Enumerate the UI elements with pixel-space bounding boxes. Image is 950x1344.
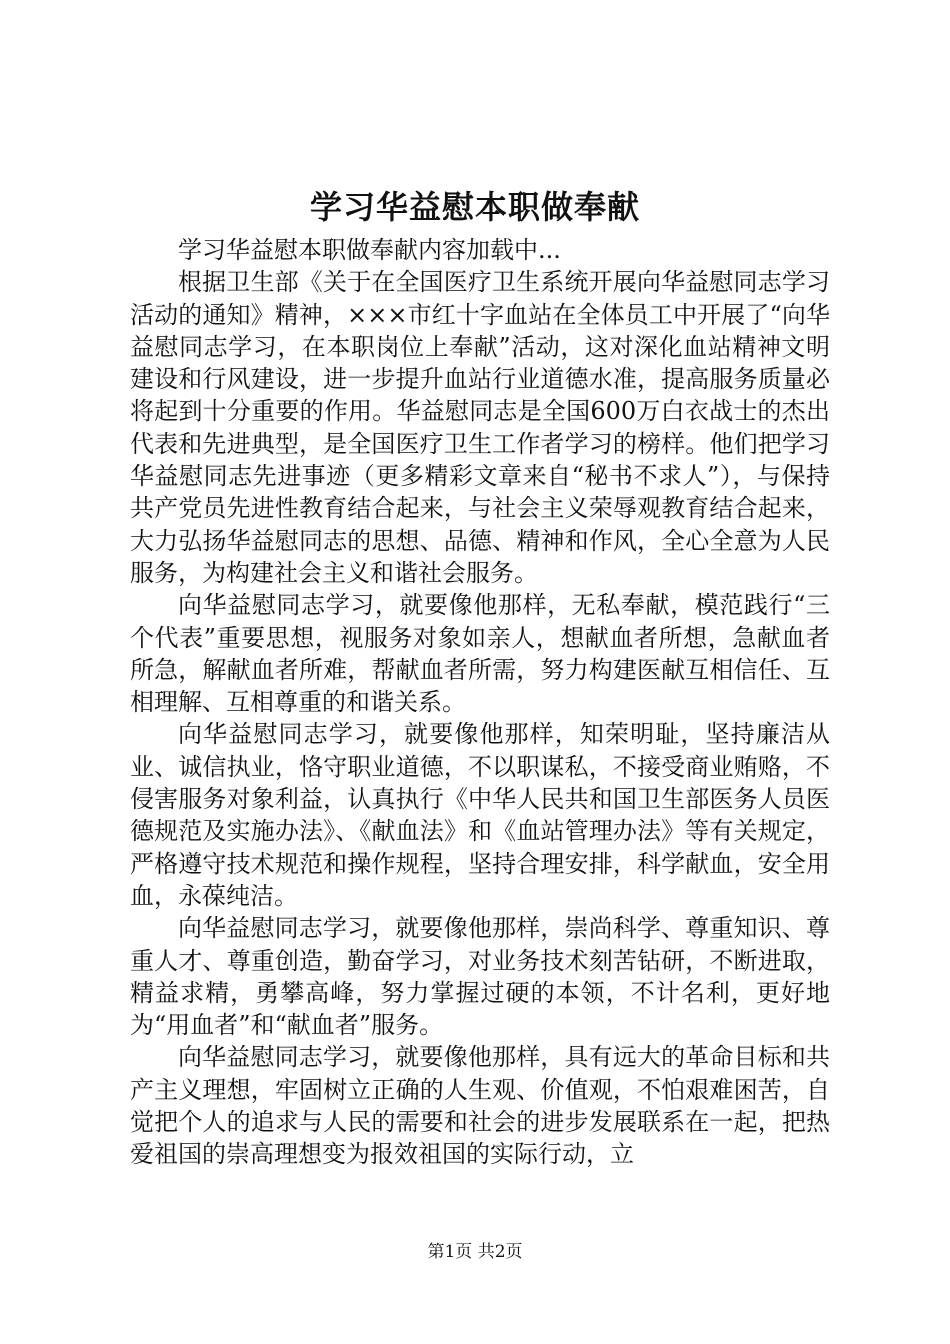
- document-title: 学习华益慰本职做奉献: [309, 188, 640, 226]
- paragraph: 向华益慰同志学习，就要像他那样，崇尚科学、尊重知识、尊重人才、尊重创造，勤奋学习，对业务技术刻苦钻研，不断进取，精益求精，勇攀高峰，努力掌握过硬的本领，不计名利，更好地为“用血者”和“献血者”服务。: [130, 914, 830, 1040]
- paragraph: 向华益慰同志学习，就要像他那样，知荣明耻，坚持廉洁从业、诚信执业，恪守职业道德，不以职谋私，不接受商业贿赂，不侵害服务对象利益，认真执行《中华人民共和国卫生部医务人员医德规范及实施办法》、《献血法》和《血站管理办法》等有关规定，严格遵守技术规范和操作规程，坚持合理安排，科学献血，安全用血，永葆纯洁。: [130, 720, 830, 910]
- document-body: [130, 234, 830, 1171]
- page-number-footer: 第1页 共2页: [427, 1242, 523, 1262]
- paragraph: 根据卫生部《关于在全国医疗卫生系统开展向华益慰同志学习活动的通知》精神，×××市红十字血站在全体员工中开展了“向华益慰同志学习，在本职岗位上奉献”活动，这对深化血站精神文明建设和行风建设，进一步提升血站行业道德水准，提高服务质量必将起到十分重要的作用。华益慰同志是全国600万白衣战士的杰出代表和先进典型，是全国医疗卫生工作者学习的榜样。他们把学习华益慰同志先进事迹（更多精彩文章来自“秘书不求人”），与保持共产党员先进性教育结合起来，与社会主义荣辱观教育结合起来，大力弘扬华益慰同志的思想、品德、精神和作风，全心全意为人民服务，为构建社会主义和谐社会服务。: [130, 268, 830, 587]
- paragraph-loading: 学习华益慰本职做奉献内容加载中...: [178, 236, 561, 264]
- paragraph: 向华益慰同志学习，就要像他那样，具有远大的革命目标和共产主义理想，牢固树立正确的人生观、价值观，不怕艰难困苦，自觉把个人的追求与人民的需要和社会的进步发展联系在一起，把热爱祖国的崇高理想变为报效祖国的实际行动，立: [130, 1043, 830, 1169]
- paragraph: 向华益慰同志学习，就要像他那样，无私奉献，模范践行“三个代表”重要思想，视服务对象如亲人，想献血者所想，急献血者所急，解献血者所难，帮献血者所需，努力构建医献互相信任、互相理解、互相尊重的和谐关系。: [130, 591, 830, 717]
